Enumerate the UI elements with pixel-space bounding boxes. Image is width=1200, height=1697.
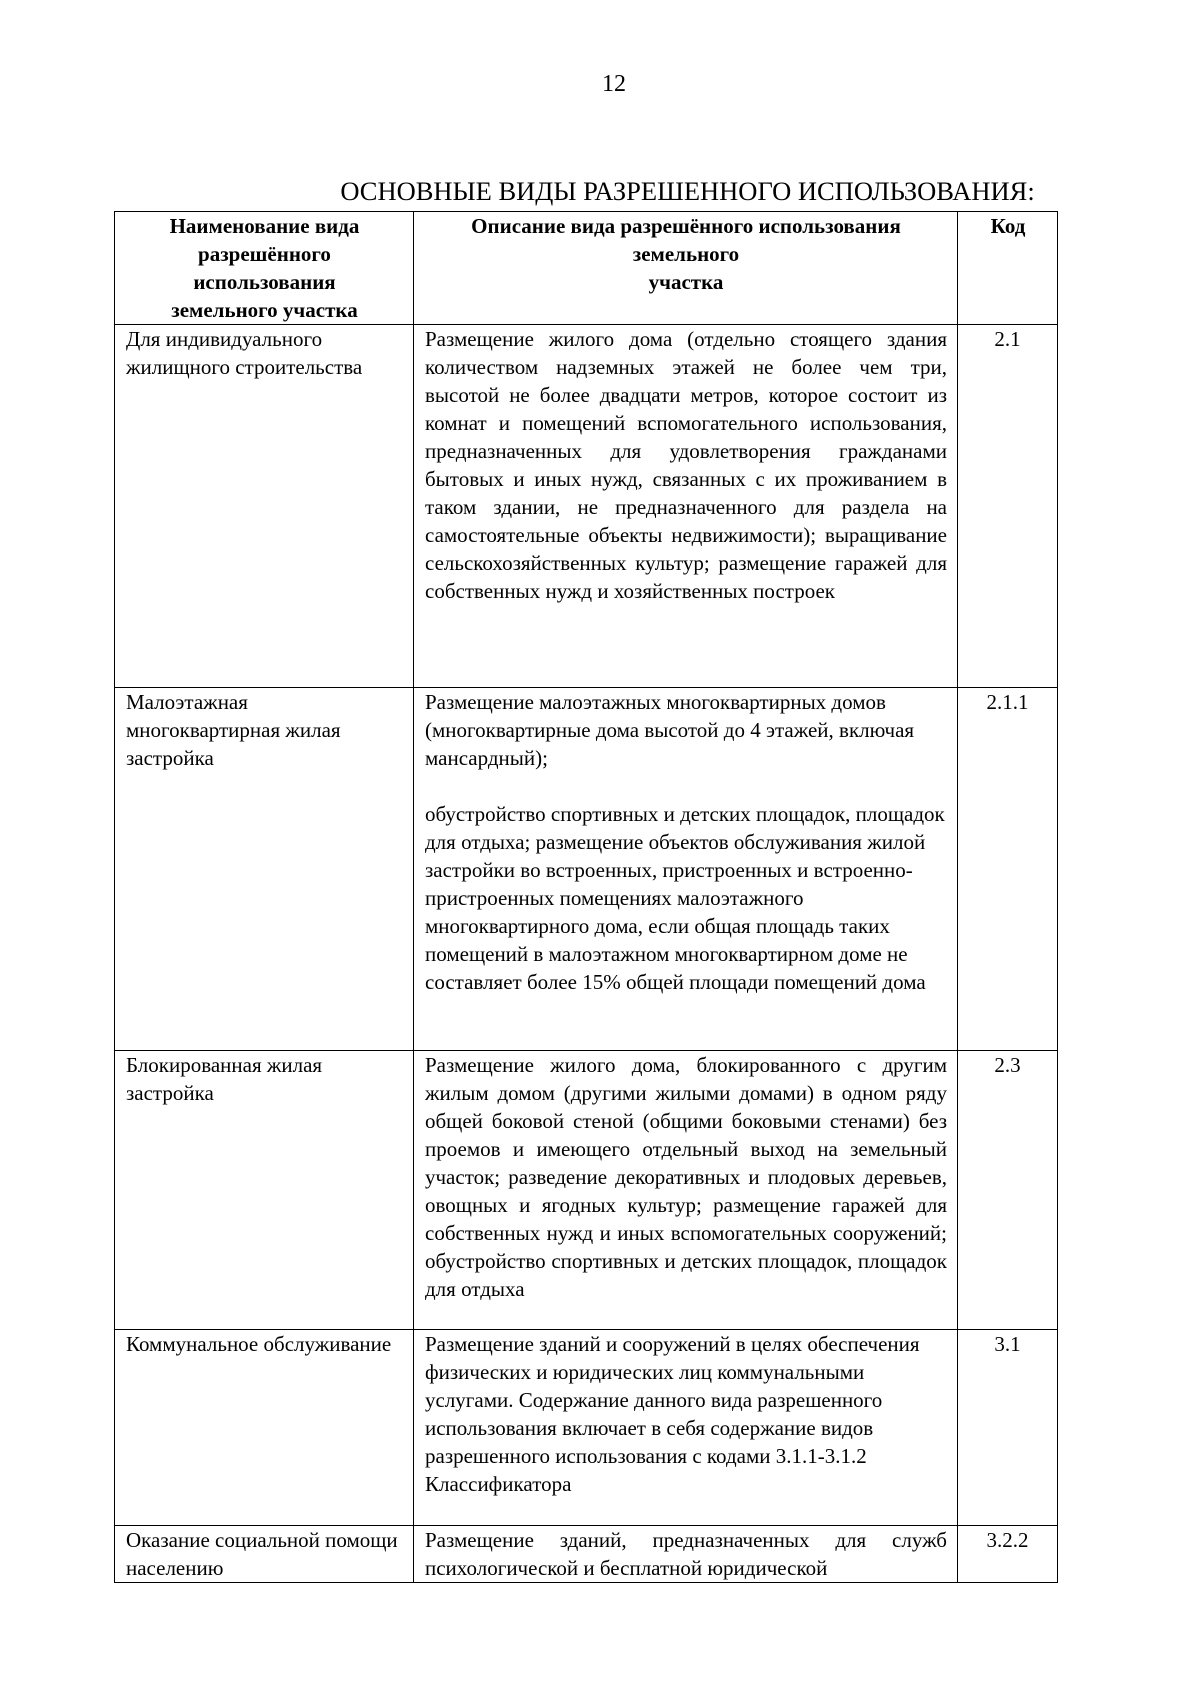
permitted-uses-table	[114, 211, 1058, 1583]
use-code-cell: 2.1	[958, 325, 1058, 688]
header-name-line: Наименование вида	[169, 214, 360, 238]
table-row	[115, 325, 1058, 688]
use-description-text: Размещение зданий, предназначенных для служб психологической и бесплатной юридической	[425, 1528, 947, 1580]
table-row	[115, 1526, 1058, 1583]
use-description-cell	[414, 1526, 958, 1583]
use-name-cell: Малоэтажная многоквартирная жилая застройка	[115, 688, 414, 1051]
header-name-line: использования	[193, 270, 336, 294]
use-description-text: Размещение малоэтажных многоквартирных домов (многоквартирные дома высотой до 4 этажей, включая мансардный);	[425, 690, 915, 770]
use-code-cell: 2.3	[958, 1051, 1058, 1330]
use-description-cell	[414, 688, 958, 1051]
use-name-cell: Для индивидуального жилищного строительства	[115, 325, 414, 688]
use-description-text: Размещение жилого дома, блокированного с другим жилым домом (другими жилыми домами) в одном ряду общей боковой стеной (общими боковыми стенами) без проемов и имеющего отдельный выход на земельный участок; разведение декоративных и плодовых деревьев, овощных и ягодных культур; размещение гаражей для собственных нужд и иных вспомогательных сооружений; обустройство спортивных и детских площадок, площадок для отдыха	[425, 1053, 947, 1301]
table-row	[115, 688, 1058, 1051]
use-description-cell	[414, 325, 958, 688]
section-title: ОСНОВНЫЕ ВИДЫ РАЗРЕШЕННОГО ИСПОЛЬЗОВАНИЯ:	[340, 176, 1035, 206]
table-header-row	[115, 212, 1058, 325]
use-description-cell	[414, 1330, 958, 1526]
use-description-text: обустройство спортивных и детских площадок, площадок для отдыха; размещение объектов обслуживания жилой застройки во встроенных, пристроенных и встроенно-пристроенных помещениях малоэтажного многоквартирного дома, если общая площадь таких помещений в малоэтажном многоквартирном доме не составляет более 15% общей площади помещений дома	[425, 802, 945, 994]
use-code-cell: 3.2.2	[958, 1526, 1058, 1583]
use-description-text: Размещение жилого дома (отдельно стоящего здания количеством надземных этажей не более чем три, высотой не более двадцати метров, которое состоит из комнат и помещений вспомогательного использования, предназначенных для удовлетворения гражданами бытовых и иных нужд, связанных с их проживанием в таком здании, не предназначенного для раздела на самостоятельные объекты недвижимости); выращивание сельскохозяйственных культур; размещение гаражей для собственных нужд и хозяйственных построек	[425, 327, 947, 603]
use-name-cell: Блокированная жилая застройка	[115, 1051, 414, 1330]
use-name-cell: Коммунальное обслуживание	[115, 1330, 414, 1526]
use-description-text: Размещение зданий и сооружений в целях обеспечения физических и юридических лиц коммунальными услугами. Содержание данного вида разрешенного использования включает в себя содержание видов разрешенного использования с кодами 3.1.1-3.1.2 Классификатора	[425, 1332, 920, 1496]
header-name-line: земельного участка	[171, 298, 358, 322]
header-description-line: земельного	[632, 242, 740, 266]
header-description-line: Описание вида разрешённого использования	[471, 214, 901, 238]
use-code-cell: 3.1	[958, 1330, 1058, 1526]
table-row	[115, 1330, 1058, 1526]
header-code: Код	[958, 212, 1058, 325]
use-name-cell: Оказание социальной помощи населению	[115, 1526, 414, 1583]
header-name	[115, 212, 414, 325]
use-description-cell	[414, 1051, 958, 1330]
header-description	[414, 212, 958, 325]
use-code-cell: 2.1.1	[958, 688, 1058, 1051]
header-description-line: участка	[648, 270, 724, 294]
page-number: 12	[602, 71, 626, 97]
table-row	[115, 1051, 1058, 1330]
header-name-line: разрешённого	[198, 242, 331, 266]
